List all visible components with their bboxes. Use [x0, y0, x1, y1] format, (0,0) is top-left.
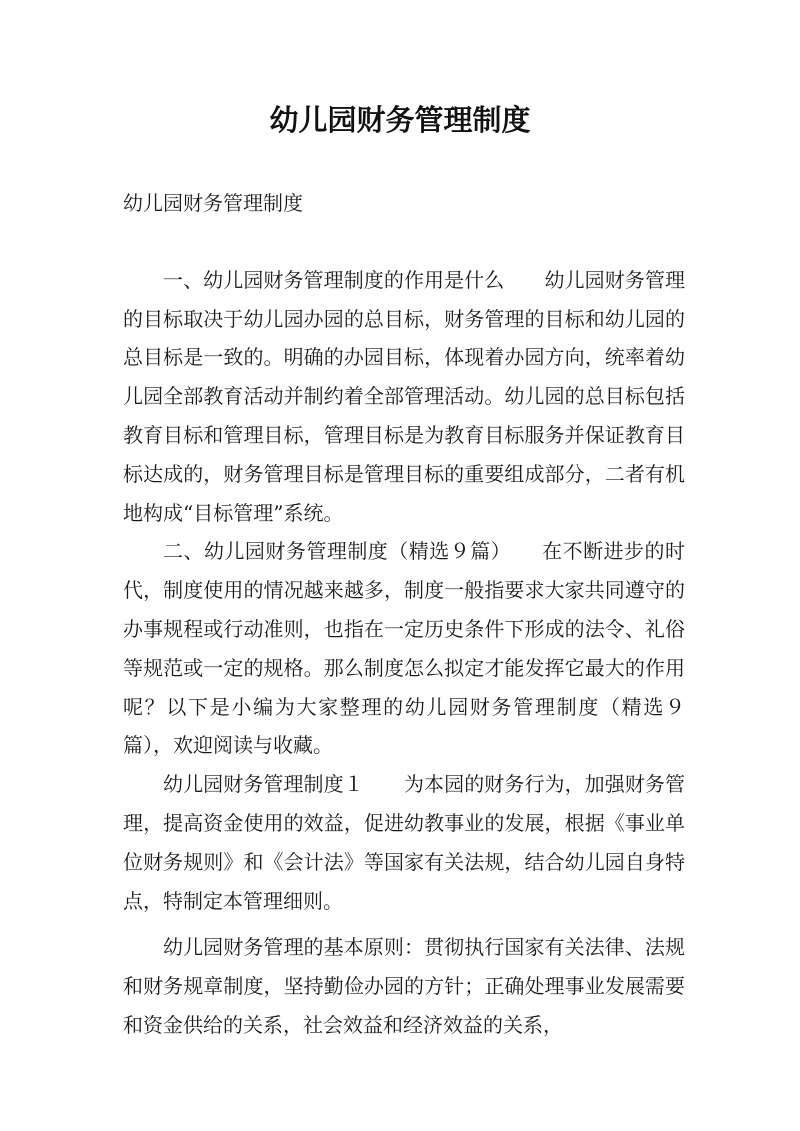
paragraph-role-of-finance-system: 一、幼儿园财务管理制度的作用是什么 幼儿园财务管理的目标取决于幼儿园办园的总目标，财务管理的目标和幼儿园的总目标是一致的。明确的办园目标，体现着办园方向，统率着幼儿园全部教育活动并制约着全部管理活动。幼儿园的总目标包括教育目标和管理目标，管理目标是为教育目标服务并保证教育目标达成的，财务管理目标是管理目标的重要组成部分，二者有机地构成“目标管理”系统。: [123, 267, 685, 525]
document-title: 幼儿园财务管理制度: [269, 103, 531, 137]
paragraph-selected-nine-articles: 二、幼儿园财务管理制度（精选９篇） 在不断进步的时代，制度使用的情况越来越多，制度一般指要求大家共同遵守的办事规程或行动准则，也指在一定历史条件下形成的法令、礼俗等规范或一定的规格。那么制度怎么拟定才能发挥它最大的作用呢？以下是小编为大家整理的幼儿园财务管理制度（精选９篇），欢迎阅读与收藏。: [123, 539, 685, 758]
document-subtitle: 幼儿园财务管理制度: [123, 191, 303, 215]
paragraph-system-one: 幼儿园财务管理制度１ 为本园的财务行为，加强财务管理，提高资金使用的效益，促进幼教事业的发展，根据《事业单位财务规则》和《会计法》等国家有关法规，结合幼儿园自身特点，特制定本管理细则。: [123, 772, 685, 913]
document-body: [123, 184, 685, 1045]
paragraph-basic-principles: 幼儿园财务管理的基本原则：贯彻执行国家有关法律、法规和财务规章制度，坚持勤俭办园的方针；正确处理事业发展需要和资金供给的关系，社会效益和经济效益的关系，: [123, 935, 685, 1037]
